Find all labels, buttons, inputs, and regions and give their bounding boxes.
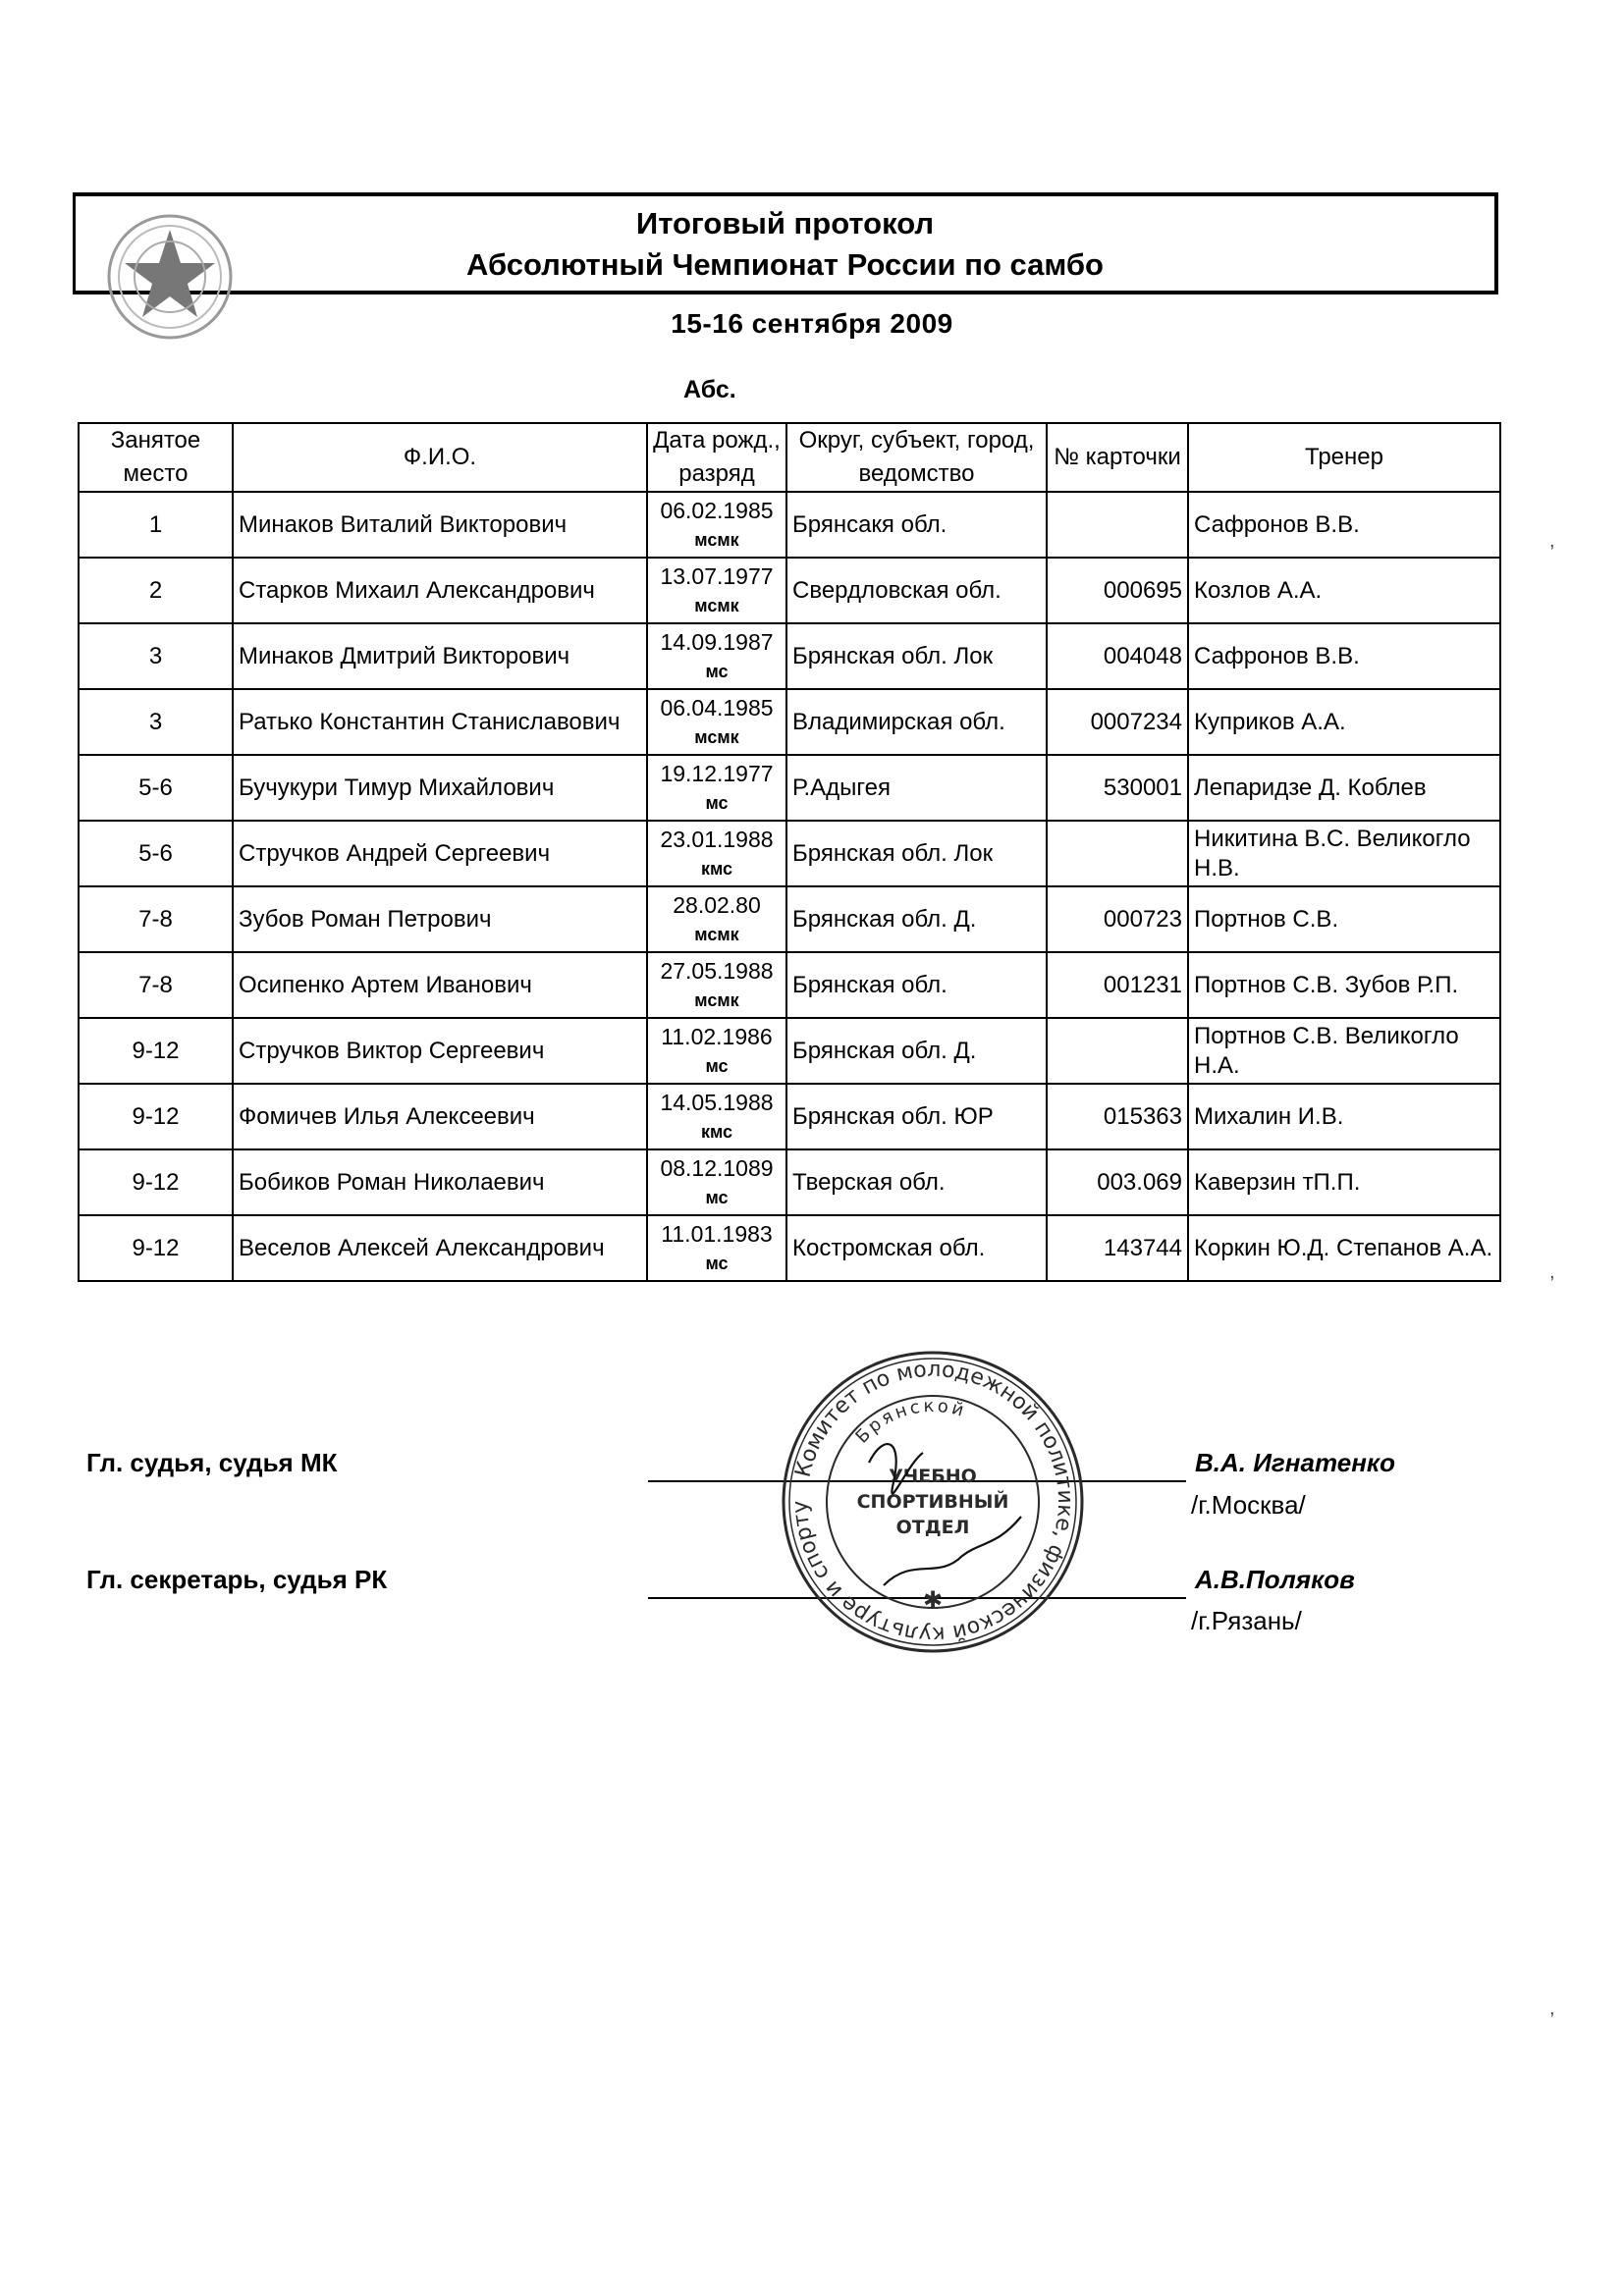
athlete-name-cell: Старков Михаил Александрович <box>233 558 647 623</box>
place-cell: 5-6 <box>79 755 233 821</box>
birthdate: 08.12.1089 <box>660 1154 774 1181</box>
card-number-cell: 000695 <box>1047 558 1188 623</box>
sport-rank: мс <box>705 1055 729 1076</box>
coach-cell: Портнов С.В. <box>1188 886 1500 952</box>
birthdate-rank-cell <box>647 1084 786 1149</box>
chief-secretary-city: /г.Рязань/ <box>1191 1606 1302 1635</box>
birthdate: 06.04.1985 <box>660 694 774 721</box>
birthdate: 14.09.1987 <box>660 628 774 655</box>
place-cell: 3 <box>79 689 233 755</box>
card-number-cell: 001231 <box>1047 952 1188 1018</box>
card-number-cell: 143744 <box>1047 1215 1188 1281</box>
weight-category: Абс. <box>683 376 736 403</box>
chief-secretary-name: А.В.Поляков <box>1195 1565 1355 1594</box>
results-table <box>78 422 1501 1282</box>
official-stamp <box>776 1345 1090 1659</box>
place-cell: 9-12 <box>79 1084 233 1149</box>
table-row <box>79 1084 1500 1149</box>
place-cell: 1 <box>79 492 233 558</box>
birthdate-rank-cell <box>647 1149 786 1215</box>
place-cell: 3 <box>79 623 233 689</box>
region-cell: Брянская обл. Д. <box>786 1018 1047 1084</box>
table-row <box>79 1149 1500 1215</box>
birthdate: 11.02.1986 <box>661 1023 773 1049</box>
birthdate-rank-cell <box>647 1215 786 1281</box>
stamp-center-line-3: ОТДЕЛ <box>895 1517 970 1538</box>
stamp-center-line-2: СПОРТИВНЫЙ <box>856 1491 1009 1513</box>
header-box <box>73 192 1498 294</box>
region-cell: Брянская обл. <box>786 952 1047 1018</box>
coach-cell: Никитина В.С. Великогло Н.В. <box>1188 821 1500 886</box>
chief-judge-label: Гл. судья, судья МК <box>86 1448 338 1477</box>
coach-cell: Сафронов В.В. <box>1188 623 1500 689</box>
athlete-name-cell: Стручков Андрей Сергеевич <box>233 821 647 886</box>
athlete-name-cell: Зубов Роман Петрович <box>233 886 647 952</box>
athlete-name-cell: Веселов Алексей Александрович <box>233 1215 647 1281</box>
place-cell: 5-6 <box>79 821 233 886</box>
table-row <box>79 623 1500 689</box>
sport-rank: мс <box>705 1187 729 1207</box>
region-cell: Тверская обл. <box>786 1149 1047 1215</box>
table-row <box>79 492 1500 558</box>
birthdate: 14.05.1988 <box>660 1089 774 1115</box>
coach-cell: Михалин И.В. <box>1188 1084 1500 1149</box>
stamp-star-icon: ✱ <box>922 1586 944 1614</box>
region-cell: Брянсакя обл. <box>786 492 1047 558</box>
birthdate: 28.02.80 <box>673 891 761 918</box>
coach-cell: Козлов А.А. <box>1188 558 1500 623</box>
col-header-card: № карточки <box>1047 423 1188 492</box>
birthdate-rank-cell <box>647 952 786 1018</box>
sport-rank: мсмк <box>694 529 739 550</box>
col-header-name: Ф.И.О. <box>233 423 647 492</box>
card-number-cell <box>1047 1018 1188 1084</box>
card-number-cell <box>1047 492 1188 558</box>
birthdate: 27.05.1988 <box>660 957 774 984</box>
birthdate-rank-cell <box>647 1018 786 1084</box>
region-cell: Брянская обл. Лок <box>786 623 1047 689</box>
birthdate: 19.12.1977 <box>660 760 774 786</box>
stamp-center-line-1: УЧЕБНО <box>889 1466 977 1487</box>
coach-cell: Портнов С.В. Зубов Р.П. <box>1188 952 1500 1018</box>
place-cell: 9-12 <box>79 1018 233 1084</box>
header-corner <box>73 291 98 294</box>
place-cell: 2 <box>79 558 233 623</box>
birthdate: 11.01.1983 <box>661 1220 773 1247</box>
birthdate-rank-cell <box>647 821 786 886</box>
stamp-outer-text: Комитет по молодежной политике, физической культуре и спорту <box>787 1357 1078 1647</box>
region-cell: Свердловская обл. <box>786 558 1047 623</box>
table-row <box>79 952 1500 1018</box>
place-cell: 9-12 <box>79 1149 233 1215</box>
birthdate-rank-cell <box>647 623 786 689</box>
birthdate-rank-cell <box>647 689 786 755</box>
region-cell: Владимирская обл. <box>786 689 1047 755</box>
athlete-name-cell: Осипенко Артем Иванович <box>233 952 647 1018</box>
scan-mark: , <box>1549 1998 1555 2019</box>
region-cell: Брянская обл. ЮР <box>786 1084 1047 1149</box>
card-number-cell: 015363 <box>1047 1084 1188 1149</box>
birthdate: 13.07.1977 <box>660 562 774 589</box>
place-cell: 7-8 <box>79 886 233 952</box>
col-header-coach: Тренер <box>1188 423 1500 492</box>
athlete-name-cell: Фомичев Илья Алексеевич <box>233 1084 647 1149</box>
birthdate-rank-cell <box>647 558 786 623</box>
card-number-cell: 000723 <box>1047 886 1188 952</box>
sport-rank: мсмк <box>694 595 739 615</box>
coach-cell: Сафронов В.В. <box>1188 492 1500 558</box>
table-row <box>79 821 1500 886</box>
place-cell: 7-8 <box>79 952 233 1018</box>
birthdate: 06.02.1985 <box>660 497 774 523</box>
athlete-name-cell: Стручков Виктор Сергеевич <box>233 1018 647 1084</box>
sport-rank: мс <box>705 1253 729 1273</box>
region-cell: Брянская обл. Лок <box>786 821 1047 886</box>
coach-cell: Лепаридзе Д. Коблев <box>1188 755 1500 821</box>
results-table-body <box>79 492 1500 1281</box>
scan-mark: , <box>1549 530 1555 552</box>
birthdate-rank-cell <box>647 886 786 952</box>
region-cell: Р.Адыгея <box>786 755 1047 821</box>
document-subtitle: Абсолютный Чемпионат России по самбо <box>466 247 1104 282</box>
birthdate-rank-cell <box>647 755 786 821</box>
birthdate: 23.01.1988 <box>660 826 774 852</box>
coach-cell: Куприков А.А. <box>1188 689 1500 755</box>
region-cell: Брянская обл. Д. <box>786 886 1047 952</box>
sport-rank: мсмк <box>694 924 739 944</box>
athlete-name-cell: Ратько Константин Станиславович <box>233 689 647 755</box>
sport-rank: мс <box>705 661 729 681</box>
stamp-inner-text: Брянской <box>851 1395 969 1448</box>
sport-rank: мсмк <box>694 989 739 1010</box>
sport-rank: мсмк <box>694 726 739 747</box>
col-header-dob: Дата рожд., разряд <box>647 423 786 492</box>
scan-mark: , <box>1549 1261 1555 1283</box>
document-title: Итоговый протокол <box>635 206 935 240</box>
event-dates: 15-16 сентября 2009 <box>671 308 953 339</box>
col-header-place: Занятое место <box>79 423 233 492</box>
coach-cell: Портнов С.В. Великогло Н.А. <box>1188 1018 1500 1084</box>
chief-judge-name: В.А. Игнатенко <box>1195 1448 1395 1477</box>
sport-rank: мс <box>705 792 729 813</box>
table-row <box>79 886 1500 952</box>
table-row <box>79 755 1500 821</box>
athlete-name-cell: Бобиков Роман Николаевич <box>233 1149 647 1215</box>
chief-judge-city: /г.Москва/ <box>1191 1490 1306 1520</box>
athlete-name-cell: Минаков Виталий Викторович <box>233 492 647 558</box>
table-row <box>79 1215 1500 1281</box>
table-row <box>79 689 1500 755</box>
table-row <box>79 1018 1500 1084</box>
athlete-name-cell: Бучукури Тимур Михайлович <box>233 755 647 821</box>
coach-cell: Каверзин тП.П. <box>1188 1149 1500 1215</box>
region-cell: Костромская обл. <box>786 1215 1047 1281</box>
card-number-cell: 530001 <box>1047 755 1188 821</box>
card-number-cell <box>1047 821 1188 886</box>
place-cell: 9-12 <box>79 1215 233 1281</box>
card-number-cell: 003.069 <box>1047 1149 1188 1215</box>
birthdate-rank-cell <box>647 492 786 558</box>
table-header-row <box>79 423 1500 492</box>
sport-rank: кмс <box>700 1121 733 1142</box>
chief-secretary-label: Гл. секретарь, судья РК <box>86 1565 388 1594</box>
athlete-name-cell: Минаков Дмитрий Викторович <box>233 623 647 689</box>
card-number-cell: 0007234 <box>1047 689 1188 755</box>
sport-rank: кмс <box>700 858 733 879</box>
col-header-region: Округ, субъект, город, ведомство <box>786 423 1047 492</box>
coach-cell: Коркин Ю.Д. Степанов А.А. <box>1188 1215 1500 1281</box>
card-number-cell: 004048 <box>1047 623 1188 689</box>
table-row <box>79 558 1500 623</box>
